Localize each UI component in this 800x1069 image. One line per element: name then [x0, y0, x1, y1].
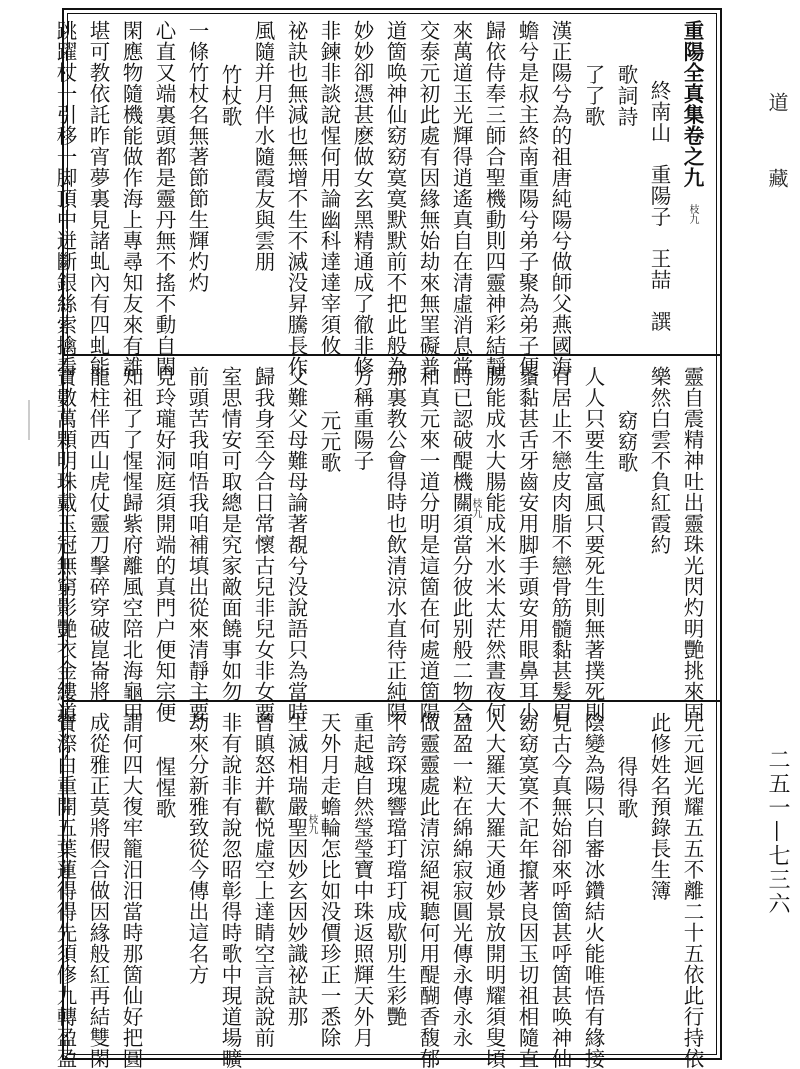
text-column: 成從雅正莫將假合做因緣般紅再結雙閑: [86, 712, 110, 1069]
text-column: 盈盈一粒在綿綿寂寂圓光傳永傳永永: [449, 712, 473, 1048]
text-column: 歸依侍奉三師合聖機動則四靈神彩結靜: [482, 20, 506, 377]
text-column: 見古今真無始卻來呼箇甚呼箇甚唤神仙: [548, 712, 572, 1069]
text-column: 靈自震精神吐出靈珠光閃灼明艷挑來固: [680, 366, 704, 723]
text-column: 曾瞋怒并歡悦虛空上達睛空言說說前: [251, 712, 275, 1048]
text-column: 那裏教公會得時也飲清涼水直待正純陽: [383, 366, 407, 723]
panel-top: [53, 14, 716, 377]
text-column: 窈窈寞寞不記年攛著良因玉切祖相隨直: [515, 712, 539, 1069]
text-column: 和真元來一道分明是這箇在何處道箇陽: [416, 366, 440, 723]
author-line: 終南山 重陽子 王喆 譔: [647, 80, 671, 332]
text-column: 閑應物隨機能做作海上專尋知友來有誰: [119, 20, 143, 377]
poem-title: 了了歌: [581, 64, 605, 127]
poem-title: 竹杖歌: [218, 64, 242, 127]
text-column: 非鍊非談說惺何用論幽科達達宰須攸: [317, 20, 341, 356]
text-column: 交泰元初此處有因緣無始劫來無罣礙普: [416, 20, 440, 377]
folio-mark: 枝九: [687, 204, 698, 224]
text-column: 跳躍杖一引移一脚頂中迸斷銀絲索擒看: [53, 20, 77, 377]
text-column: 堪可教依託昨宵夢裏見諸虬內有四虬能: [86, 20, 110, 377]
text-column: 人人只要生富風只要死生則無著撲死則: [581, 366, 605, 723]
text-column: 蟾兮是叔主終南重陽兮弟子聚為弟子便: [515, 20, 539, 377]
text-column: 寶數萬顆明珠戴玉冠無窮影艷衣金縷道: [53, 366, 77, 723]
section-heading: 歌詞詩: [614, 64, 638, 127]
text-column: 重起越自然瑩瑩寶中珠返照輝天外月: [350, 712, 374, 1048]
text-column: 入大羅天大羅天通妙景放開明耀須叟頃: [482, 712, 506, 1069]
text-column: 腸能成水大腸能成米水米太茫然晝夜何: [482, 366, 506, 723]
text-column: 方稱重陽子: [350, 366, 374, 471]
text-column: 非有說非有說忽昭彰得時歌中現道場曠: [218, 712, 242, 1069]
text-column: 做靈靈處此清涼絕視聽何用醍醐香馥郁: [416, 712, 440, 1069]
text-column: 前頭苦我咱悟我咱補填出從來清靜主要: [185, 366, 209, 723]
margin-label-dao: 道: [765, 92, 789, 112]
text-column: 歸我身至今合日常懷古兒非兒女非女要: [251, 366, 275, 723]
text-column: 漢正陽兮為的祖唐純陽兮做師父燕國海: [548, 20, 572, 377]
text-column: 不誇琛瑰響璫玎璫玎成歇別生彩艷: [383, 712, 407, 1027]
text-column: 陰變為陽只自審冰鑽結火能唯悟有緣接: [581, 712, 605, 1069]
text-column: 妙妙卻憑甚麽做女玄黑精通成了徹非修: [350, 20, 374, 377]
poem-title: 元元歌: [317, 410, 341, 473]
folio-mark: 枝九: [306, 814, 317, 834]
panel-bottom: [53, 706, 716, 1069]
text-column: 劫來分新雅致從今傳出這名方: [185, 712, 209, 985]
poem-title: 窈窈歌: [614, 410, 638, 473]
text-column: 來萬道玉光輝得逍遙真自在清虛消息常: [449, 20, 473, 377]
text-column: 祕訣也無減也無增不生不滅没昇騰長作: [284, 20, 308, 377]
panel-middle-columns: [49, 366, 708, 723]
volume-title: 重陽全真集卷之九: [680, 20, 704, 188]
text-column: 有居止不戀皮肉脂不戀骨筋髓黏甚髮眉: [548, 366, 572, 723]
text-column: 室思情安可取總是究家敵面饒事如勿: [218, 366, 242, 702]
page-number: 二五一—七三六: [765, 748, 790, 916]
panel-middle: [53, 360, 716, 723]
text-column: 龍柱伴西山虎仗靈刀擊碎穿破崑崙將: [86, 366, 110, 702]
text-column: 天外月走蟾輪怎比如没價珍正一悉除: [317, 712, 341, 1048]
text-column: 一條竹杖名無著節節生輝灼灼: [185, 20, 209, 293]
folio-mark: 枝九: [470, 498, 481, 518]
text-column: 樂然白雲不負紅霞約: [647, 366, 671, 555]
scan-mark: [28, 400, 30, 440]
text-column: 元元迴光耀五五不離二十五依此行持依: [680, 712, 704, 1069]
margin-label-zang: 藏: [765, 168, 789, 188]
text-column: 寶漈白重開五葉蓮得得先須修九轉盈盈: [53, 712, 77, 1069]
poem-title: 惺惺歌: [152, 756, 176, 819]
text-column: 時已認破醍機關須當分彼此别般二物合: [449, 366, 473, 723]
text-column: 心直又端裏頭都是靈丹無不搖不動自閑: [152, 20, 176, 377]
text-column: 謂何四大復牢籠汨汨當時那箇仙好把圓: [119, 712, 143, 1069]
text-column: 此修姓名預錄長生簿: [647, 712, 671, 901]
text-column: 鬚黏甚舌牙齒安用脚手頭安用眼鼻耳小: [515, 366, 539, 723]
panel-top-columns: [49, 20, 708, 377]
text-column: 道箇唤神仙窈窈寞寞默默前不把此般為: [383, 20, 407, 377]
text-column: 風隨并月伴水隨霞友與雲朋: [251, 20, 275, 272]
panel-bottom-columns: [49, 712, 708, 1069]
text-column: 生滅相瑞嚴聖因妙玄因妙識祕訣那: [284, 712, 308, 1027]
text-column: 知祖了了惺惺歸紫府離風空陪北海龜甲: [119, 366, 143, 723]
poem-title: 得得歌: [614, 756, 638, 819]
text-column: 父難父母難母論著覩兮没說語只為當時: [284, 366, 308, 723]
text-column: 見玲瓏好洞庭須開端的真門户便知宗便: [152, 366, 176, 723]
